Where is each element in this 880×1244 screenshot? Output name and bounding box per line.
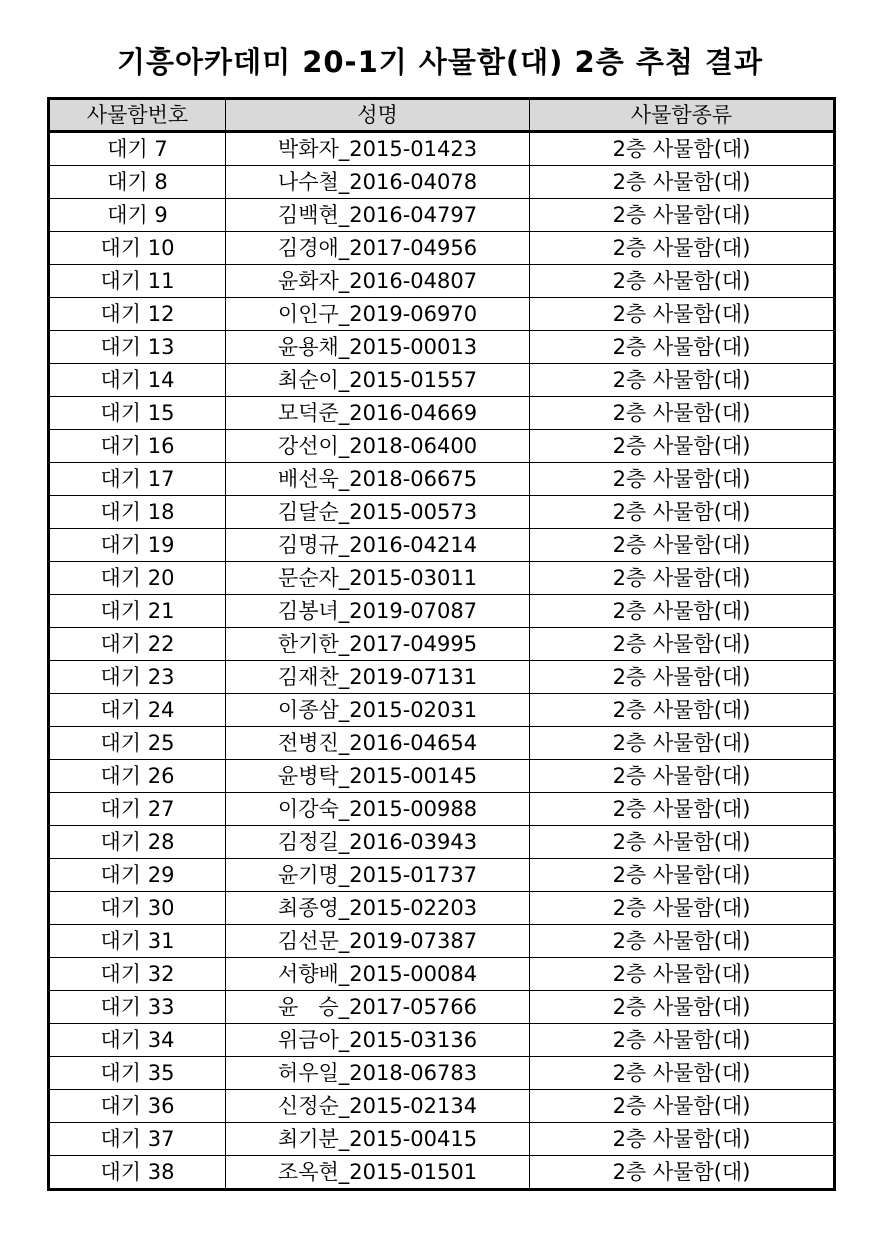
cell-name: 조옥현_2015-01501 [226, 1156, 530, 1190]
cell-name: 전병진_2016-04654 [226, 727, 530, 760]
cell-name: 윤용채_2015-00013 [226, 331, 530, 364]
cell-locker-number: 대기 25 [49, 727, 226, 760]
cell-locker-type: 2층 사물함(대) [530, 562, 835, 595]
cell-locker-number: 대기 34 [49, 1024, 226, 1057]
cell-locker-number: 대기 22 [49, 628, 226, 661]
cell-locker-type: 2층 사물함(대) [530, 199, 835, 232]
cell-locker-number: 대기 26 [49, 760, 226, 793]
header-locker-number: 사물함번호 [49, 99, 226, 132]
table-row [49, 496, 835, 529]
cell-name: 최순이_2015-01557 [226, 364, 530, 397]
table-row [49, 661, 835, 694]
cell-name: 최종영_2015-02203 [226, 892, 530, 925]
cell-locker-number: 대기 13 [49, 331, 226, 364]
cell-locker-number: 대기 21 [49, 595, 226, 628]
table-row [49, 826, 835, 859]
table-row [49, 562, 835, 595]
cell-name: 허우일_2018-06783 [226, 1057, 530, 1090]
cell-locker-type: 2층 사물함(대) [530, 628, 835, 661]
cell-name: 이인구_2019-06970 [226, 298, 530, 331]
table-row [49, 925, 835, 958]
cell-locker-type: 2층 사물함(대) [530, 298, 835, 331]
table-row [49, 430, 835, 463]
cell-locker-type: 2층 사물함(대) [530, 859, 835, 892]
cell-name: 한기한_2017-04995 [226, 628, 530, 661]
cell-locker-type: 2층 사물함(대) [530, 132, 835, 166]
cell-locker-type: 2층 사물함(대) [530, 1090, 835, 1123]
cell-name: 신정순_2015-02134 [226, 1090, 530, 1123]
cell-locker-number: 대기 15 [49, 397, 226, 430]
cell-locker-number: 대기 12 [49, 298, 226, 331]
cell-locker-number: 대기 24 [49, 694, 226, 727]
table-row [49, 529, 835, 562]
table-row [49, 892, 835, 925]
cell-locker-type: 2층 사물함(대) [530, 925, 835, 958]
cell-name: 김명규_2016-04214 [226, 529, 530, 562]
cell-name: 나수철_2016-04078 [226, 166, 530, 199]
cell-locker-number: 대기 37 [49, 1123, 226, 1156]
cell-name: 김재찬_2019-07131 [226, 661, 530, 694]
cell-locker-number: 대기 27 [49, 793, 226, 826]
cell-name: 이강숙_2015-00988 [226, 793, 530, 826]
table-row [49, 199, 835, 232]
cell-name: 모덕준_2016-04669 [226, 397, 530, 430]
table-body [49, 132, 835, 1190]
table-row [49, 793, 835, 826]
cell-locker-number: 대기 20 [49, 562, 226, 595]
cell-locker-number: 대기 29 [49, 859, 226, 892]
cell-locker-number: 대기 38 [49, 1156, 226, 1190]
cell-name: 윤 승_2017-05766 [226, 991, 530, 1024]
table-row [49, 265, 835, 298]
table-row [49, 859, 835, 892]
cell-name: 김백현_2016-04797 [226, 199, 530, 232]
cell-locker-type: 2층 사물함(대) [530, 364, 835, 397]
cell-name: 윤화자_2016-04807 [226, 265, 530, 298]
cell-name: 김봉녀_2019-07087 [226, 595, 530, 628]
cell-locker-type: 2층 사물함(대) [530, 430, 835, 463]
table-row [49, 628, 835, 661]
cell-locker-number: 대기 10 [49, 232, 226, 265]
cell-locker-type: 2층 사물함(대) [530, 1156, 835, 1190]
cell-locker-number: 대기 33 [49, 991, 226, 1024]
cell-locker-type: 2층 사물함(대) [530, 397, 835, 430]
table-row [49, 397, 835, 430]
cell-locker-type: 2층 사물함(대) [530, 1024, 835, 1057]
table-row [49, 1024, 835, 1057]
cell-locker-number: 대기 16 [49, 430, 226, 463]
cell-locker-number: 대기 18 [49, 496, 226, 529]
cell-name: 최기분_2015-00415 [226, 1123, 530, 1156]
cell-locker-type: 2층 사물함(대) [530, 232, 835, 265]
cell-locker-number: 대기 11 [49, 265, 226, 298]
cell-locker-number: 대기 17 [49, 463, 226, 496]
cell-locker-type: 2층 사물함(대) [530, 991, 835, 1024]
table-row [49, 1156, 835, 1190]
cell-name: 김달순_2015-00573 [226, 496, 530, 529]
cell-locker-number: 대기 19 [49, 529, 226, 562]
cell-name: 위금아_2015-03136 [226, 1024, 530, 1057]
table-row [49, 463, 835, 496]
cell-locker-number: 대기 7 [49, 132, 226, 166]
table-row [49, 364, 835, 397]
cell-name: 김경애_2017-04956 [226, 232, 530, 265]
cell-locker-type: 2층 사물함(대) [530, 529, 835, 562]
header-name: 성명 [226, 99, 530, 132]
cell-locker-type: 2층 사물함(대) [530, 496, 835, 529]
cell-locker-type: 2층 사물함(대) [530, 793, 835, 826]
cell-locker-type: 2층 사물함(대) [530, 661, 835, 694]
cell-locker-number: 대기 30 [49, 892, 226, 925]
cell-locker-number: 대기 8 [49, 166, 226, 199]
cell-name: 윤기명_2015-01737 [226, 859, 530, 892]
table-row [49, 232, 835, 265]
cell-locker-number: 대기 23 [49, 661, 226, 694]
table-row [49, 166, 835, 199]
cell-locker-type: 2층 사물함(대) [530, 331, 835, 364]
cell-name: 문순자_2015-03011 [226, 562, 530, 595]
table-row [49, 1057, 835, 1090]
table-row [49, 298, 835, 331]
cell-name: 강선이_2018-06400 [226, 430, 530, 463]
cell-locker-number: 대기 14 [49, 364, 226, 397]
cell-locker-type: 2층 사물함(대) [530, 892, 835, 925]
table-row [49, 694, 835, 727]
table-row [49, 760, 835, 793]
cell-name: 윤병탁_2015-00145 [226, 760, 530, 793]
table-row [49, 727, 835, 760]
table-row [49, 1090, 835, 1123]
cell-name: 김선문_2019-07387 [226, 925, 530, 958]
cell-locker-type: 2층 사물함(대) [530, 727, 835, 760]
cell-name: 서향배_2015-00084 [226, 958, 530, 991]
cell-locker-number: 대기 36 [49, 1090, 226, 1123]
table-row [49, 595, 835, 628]
table-header-row [49, 99, 835, 132]
cell-name: 김정길_2016-03943 [226, 826, 530, 859]
cell-locker-type: 2층 사물함(대) [530, 595, 835, 628]
cell-locker-type: 2층 사물함(대) [530, 694, 835, 727]
page-title: 기흥아카데미 20-1기 사물함(대) 2층 추첨 결과 [117, 45, 763, 79]
table-row [49, 132, 835, 166]
cell-locker-type: 2층 사물함(대) [530, 463, 835, 496]
cell-name: 박화자_2015-01423 [226, 132, 530, 166]
cell-locker-number: 대기 9 [49, 199, 226, 232]
cell-locker-type: 2층 사물함(대) [530, 760, 835, 793]
results-table [47, 97, 836, 1191]
table-row [49, 958, 835, 991]
cell-locker-type: 2층 사물함(대) [530, 1057, 835, 1090]
table-row [49, 991, 835, 1024]
cell-locker-type: 2층 사물함(대) [530, 958, 835, 991]
cell-locker-number: 대기 32 [49, 958, 226, 991]
cell-locker-type: 2층 사물함(대) [530, 826, 835, 859]
table-row [49, 1123, 835, 1156]
header-locker-type: 사물함종류 [530, 99, 835, 132]
cell-locker-type: 2층 사물함(대) [530, 265, 835, 298]
cell-locker-type: 2층 사물함(대) [530, 1123, 835, 1156]
cell-locker-number: 대기 31 [49, 925, 226, 958]
cell-locker-number: 대기 28 [49, 826, 226, 859]
table-row [49, 331, 835, 364]
cell-locker-number: 대기 35 [49, 1057, 226, 1090]
cell-name: 이종삼_2015-02031 [226, 694, 530, 727]
cell-name: 배선욱_2018-06675 [226, 463, 530, 496]
cell-locker-type: 2층 사물함(대) [530, 166, 835, 199]
